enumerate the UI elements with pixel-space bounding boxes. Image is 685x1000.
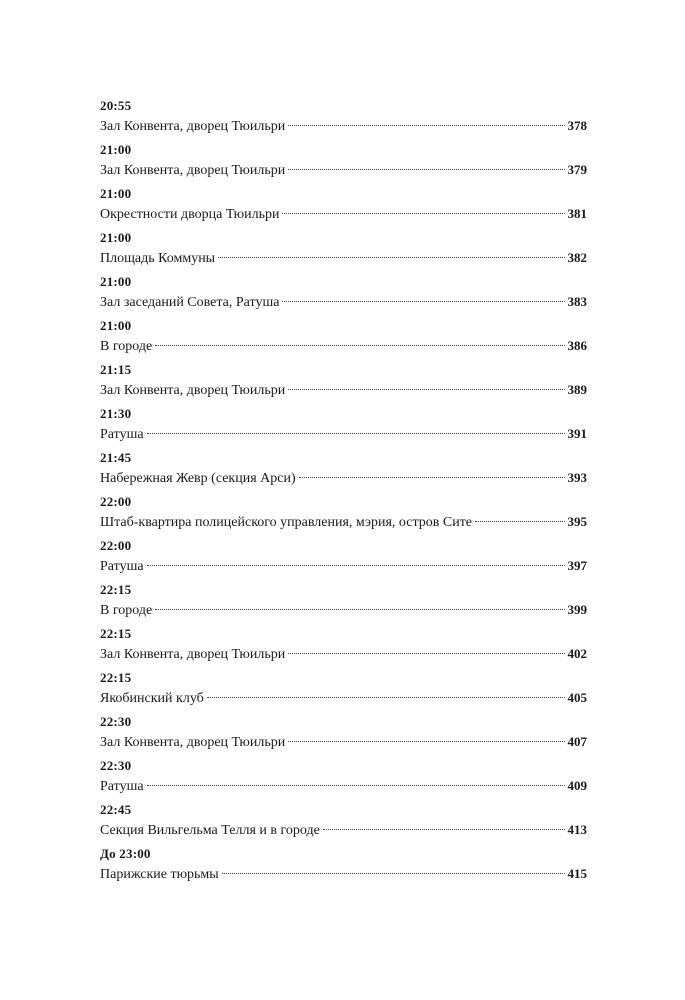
entry-line [100, 687, 587, 709]
dot-leader [288, 169, 564, 170]
dot-leader [288, 389, 564, 390]
entry-line [100, 203, 587, 225]
entry-time: 20:55 [100, 98, 132, 113]
entry-title: В городе [100, 603, 153, 618]
entry-line [100, 731, 587, 753]
entry-time: 21:45 [100, 450, 132, 465]
entry-time: 21:00 [100, 230, 132, 245]
entry-line [100, 775, 587, 797]
toc-entry[interactable] [100, 184, 587, 228]
entry-page-number: 395 [567, 514, 587, 529]
entry-time: 22:30 [100, 714, 132, 729]
entry-page-number: 391 [567, 426, 587, 441]
entry-page-number: 389 [567, 382, 587, 397]
dot-leader [475, 521, 564, 522]
entry-page-number: 402 [567, 646, 587, 661]
dot-leader [288, 653, 564, 654]
dot-leader [282, 301, 564, 302]
entry-page-number: 378 [567, 118, 587, 133]
dot-leader [288, 741, 564, 742]
entry-time: 22:15 [100, 582, 132, 597]
entry-time: 21:00 [100, 274, 132, 289]
dot-leader [147, 785, 565, 786]
dot-leader [218, 257, 564, 258]
toc-entry[interactable] [100, 536, 587, 580]
entry-title: Якобинский клуб [100, 691, 204, 706]
dot-leader [222, 873, 565, 874]
entry-title: Секция Вильгельма Телля и в городе [100, 823, 320, 838]
entry-line [100, 467, 587, 489]
entry-time: 22:15 [100, 670, 132, 685]
entry-line [100, 819, 587, 841]
toc-entry[interactable] [100, 140, 587, 184]
entry-page-number: 397 [567, 558, 587, 573]
entry-line [100, 247, 587, 269]
entry-time: 22:30 [100, 758, 132, 773]
table-of-contents [100, 96, 587, 888]
toc-entry[interactable] [100, 272, 587, 316]
dot-leader [299, 477, 565, 478]
dot-leader [288, 125, 564, 126]
entry-title: Зал Конвента, дворец Тюильри [100, 383, 286, 398]
entry-title: Парижские тюрьмы [100, 867, 219, 882]
entry-title: Зал Конвента, дворец Тюильри [100, 163, 286, 178]
toc-entry[interactable] [100, 492, 587, 536]
entry-line [100, 335, 587, 357]
entry-time: 22:00 [100, 494, 132, 509]
toc-entry[interactable] [100, 800, 587, 844]
toc-entry[interactable] [100, 580, 587, 624]
entry-page-number: 381 [567, 206, 587, 221]
toc-entry[interactable] [100, 624, 587, 668]
entry-page-number: 393 [567, 470, 587, 485]
entry-title: Зал Конвента, дворец Тюильри [100, 647, 286, 662]
entry-time: 21:15 [100, 362, 132, 377]
entry-line [100, 159, 587, 181]
toc-entry[interactable] [100, 756, 587, 800]
toc-entry[interactable] [100, 448, 587, 492]
entry-title: Ратуша [100, 779, 144, 794]
entry-page-number: 382 [567, 250, 587, 265]
entry-title: Набережная Жевр (секция Арси) [100, 471, 296, 486]
entry-title: Зал Конвента, дворец Тюильри [100, 119, 286, 134]
dot-leader [155, 345, 564, 346]
dot-leader [207, 697, 565, 698]
toc-entry[interactable] [100, 668, 587, 712]
entry-time: До 23:00 [100, 846, 151, 861]
entry-time: 21:30 [100, 406, 132, 421]
entry-line [100, 423, 587, 445]
entry-line [100, 115, 587, 137]
entry-line [100, 863, 587, 885]
entry-line [100, 555, 587, 577]
toc-entry[interactable] [100, 316, 587, 360]
entry-page-number: 379 [567, 162, 587, 177]
entry-time: 21:00 [100, 142, 132, 157]
entry-time: 22:45 [100, 802, 132, 817]
toc-entry[interactable] [100, 360, 587, 404]
entry-page-number: 383 [567, 294, 587, 309]
entry-page-number: 409 [567, 778, 587, 793]
entry-title: Зал заседаний Совета, Ратуша [100, 295, 280, 310]
entry-time: 22:00 [100, 538, 132, 553]
toc-entry[interactable] [100, 404, 587, 448]
entry-line [100, 511, 587, 533]
entry-title: Штаб-квартира полицейского управления, мэрия, остров Сите [100, 515, 473, 530]
entry-line [100, 599, 587, 621]
entry-page-number: 399 [567, 602, 587, 617]
entry-line [100, 379, 587, 401]
toc-entry[interactable] [100, 844, 587, 888]
entry-title: Площадь Коммуны [100, 251, 216, 266]
dot-leader [147, 565, 565, 566]
entry-title: Окрестности дворца Тюильри [100, 207, 280, 222]
entry-time: 21:00 [100, 186, 132, 201]
entry-page-number: 415 [567, 866, 587, 881]
entry-line [100, 643, 587, 665]
entry-page-number: 407 [567, 734, 587, 749]
entry-line [100, 291, 587, 313]
entry-page-number: 413 [567, 822, 587, 837]
entry-title: Зал Конвента, дворец Тюильри [100, 735, 286, 750]
toc-entry[interactable] [100, 96, 587, 140]
entry-time: 21:00 [100, 318, 132, 333]
entry-title: Ратуша [100, 559, 144, 574]
entry-title: В городе [100, 339, 153, 354]
toc-entry[interactable] [100, 712, 587, 756]
toc-entry[interactable] [100, 228, 587, 272]
dot-leader [155, 609, 564, 610]
entry-page-number: 386 [567, 338, 587, 353]
dot-leader [282, 213, 564, 214]
entry-page-number: 405 [567, 690, 587, 705]
entry-title: Ратуша [100, 427, 144, 442]
dot-leader [323, 829, 565, 830]
dot-leader [147, 433, 565, 434]
entry-time: 22:15 [100, 626, 132, 641]
